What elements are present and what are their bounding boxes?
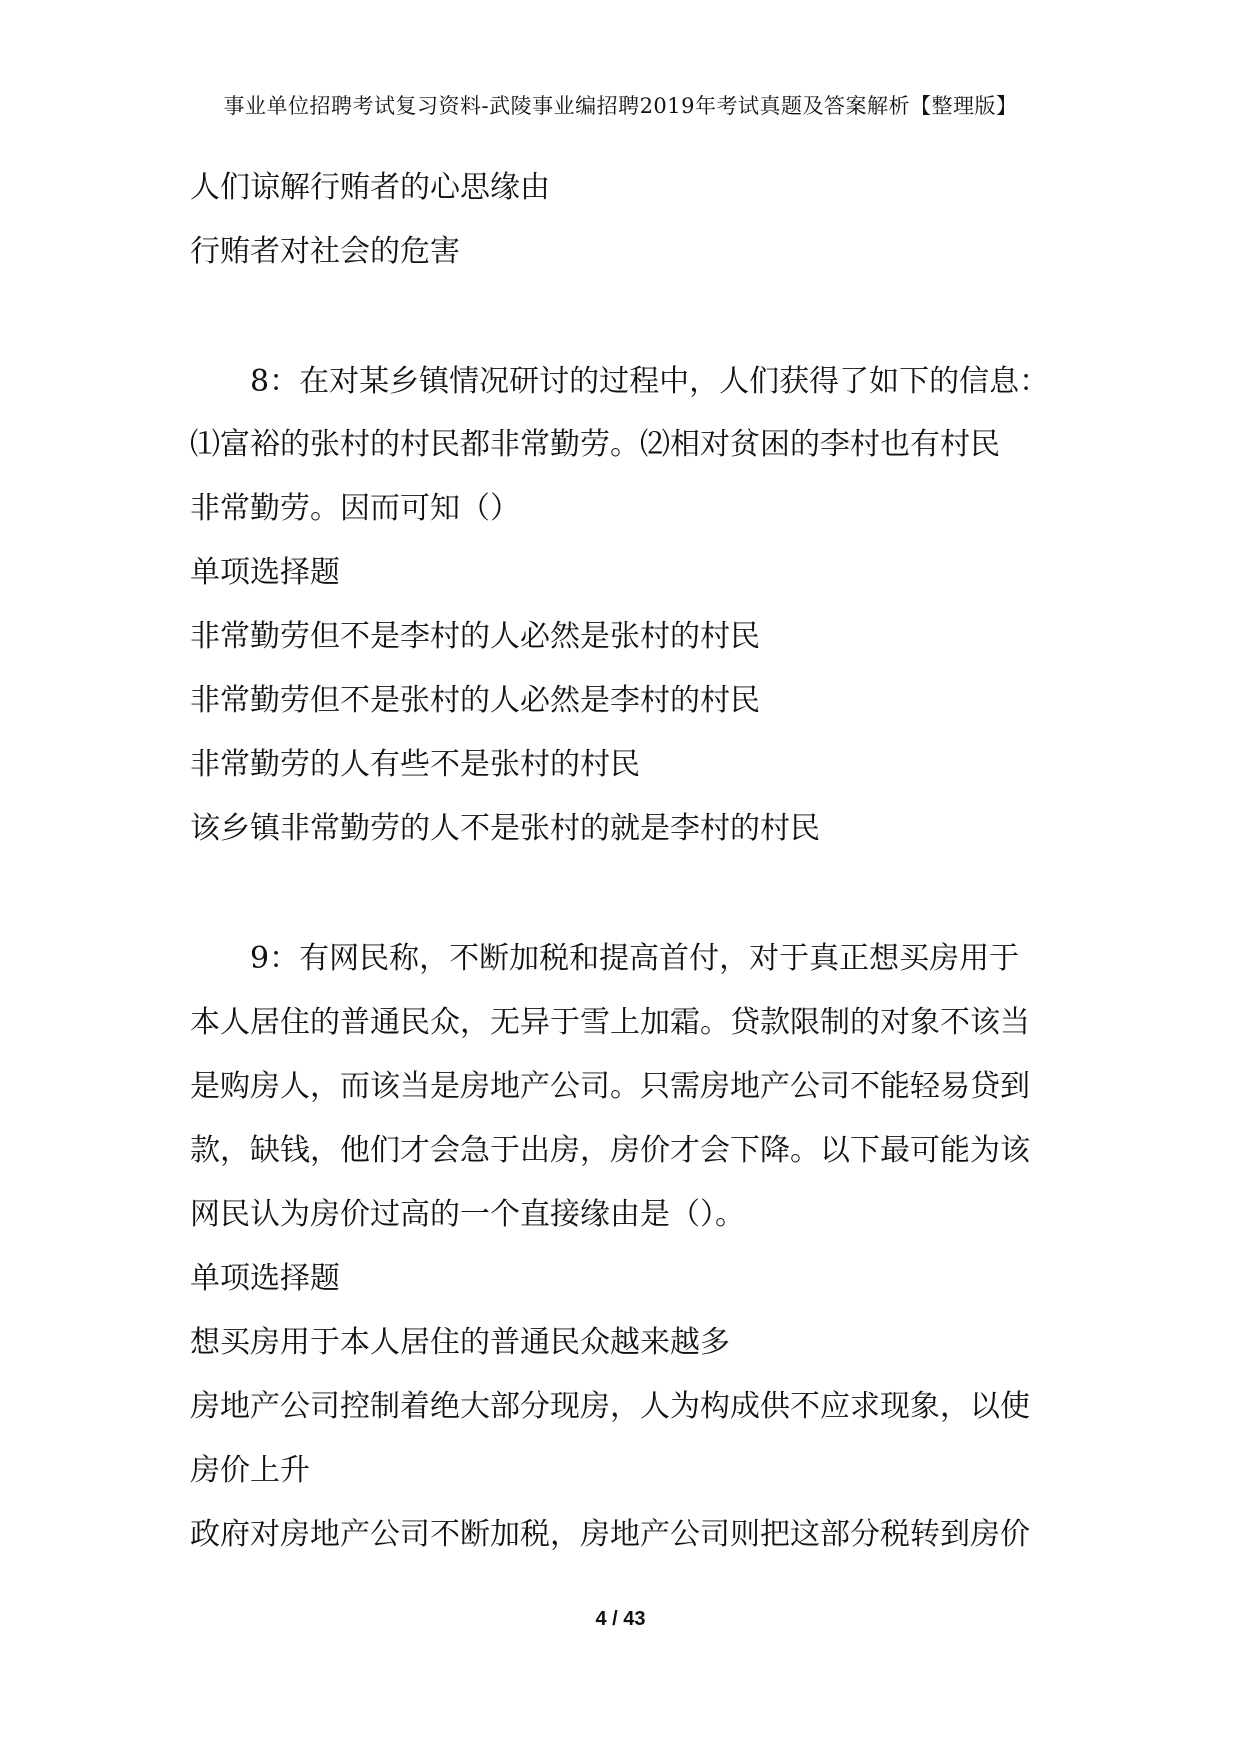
option-text: 行贿者对社会的危害 — [190, 234, 460, 269]
question-9-option: 想买房用于本人居住的普通民众越来越多 — [190, 1325, 730, 1360]
question-8-option: 该乡镇非常勤劳的人不是张村的就是李村的村民 — [190, 811, 820, 846]
question-9-stem: 本人居住的普通民众，无异于雪上加霜。贷款限制的对象不该当 — [190, 1005, 1030, 1040]
question-9-stem: 款，缺钱，他们才会急于出房，房价才会下降。以下最可能为该 — [190, 1133, 1030, 1168]
page-header: 事业单位招聘考试复习资料-武陵事业编招聘2019年考试真题及答案解析【整理版】 — [223, 94, 1018, 118]
question-8-option: 非常勤劳的人有些不是张村的村民 — [190, 747, 640, 782]
question-9-option: 房价上升 — [190, 1453, 310, 1488]
question-8-option: 非常勤劳但不是李村的人必然是张村的村民 — [190, 619, 760, 654]
question-9-stem: 9：有网民称，不断加税和提高首付，对于真正想买房用于 — [250, 941, 1020, 976]
question-8-type: 单项选择题 — [190, 555, 340, 590]
question-8-option: 非常勤劳但不是张村的人必然是李村的村民 — [190, 683, 760, 718]
question-9-type: 单项选择题 — [190, 1261, 340, 1296]
question-8-stem: 非常勤劳。因而可知（） — [190, 491, 520, 526]
page-number: 4 / 43 — [595, 1608, 646, 1630]
option-text: 人们谅解行贿者的心思缘由 — [190, 170, 550, 205]
question-8-stem: ⑴富裕的张村的村民都非常勤劳。⑵相对贫困的李村也有村民 — [190, 427, 1000, 462]
question-9-option: 房地产公司控制着绝大部分现房，人为构成供不应求现象，以使 — [190, 1389, 1030, 1424]
question-9-stem: 是购房人，而该当是房地产公司。只需房地产公司不能轻易贷到 — [190, 1069, 1030, 1104]
question-9-stem: 网民认为房价过高的一个直接缘由是（）。 — [190, 1197, 745, 1232]
question-9-option: 政府对房地产公司不断加税，房地产公司则把这部分税转到房价 — [190, 1517, 1030, 1552]
question-8-stem: 8：在对某乡镇情况研讨的过程中，人们获得了如下的信息： — [250, 364, 1050, 399]
